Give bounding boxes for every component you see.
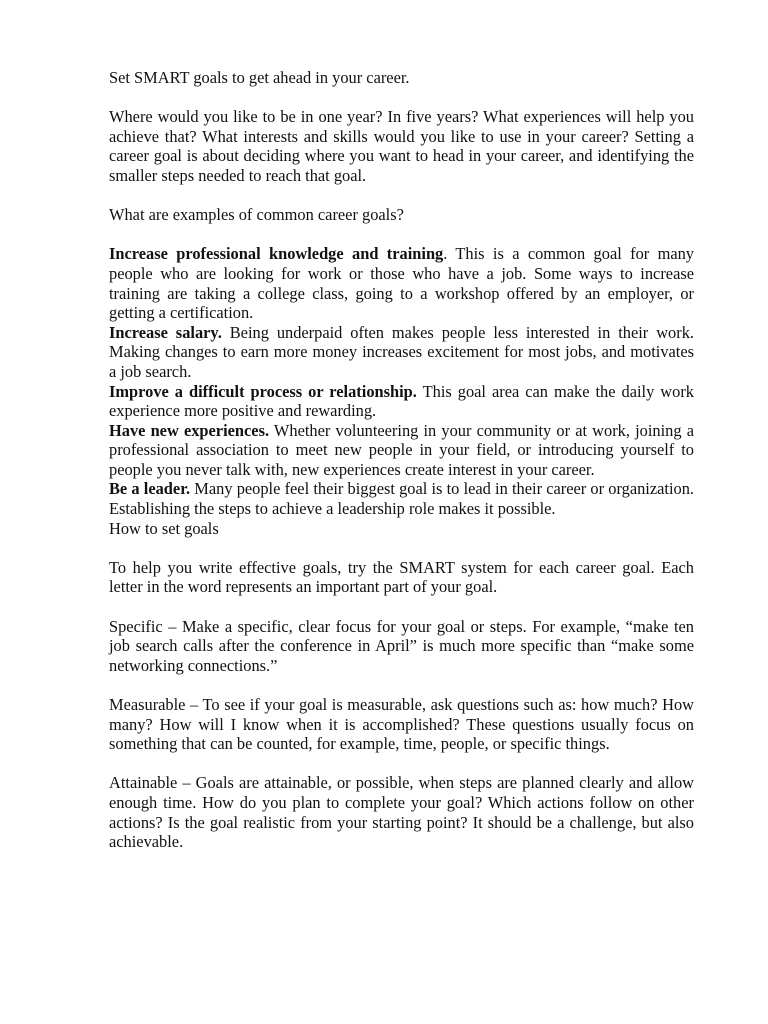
goal-title: Improve a difficult process or relationship. <box>109 381 417 401</box>
goal-item <box>109 244 694 322</box>
goal-title: Be a leader. <box>109 479 191 499</box>
document-body <box>109 68 694 852</box>
goal-item <box>109 382 694 421</box>
smart-specific-paragraph: Specific – Make a specific, clear focus for your goal or steps. For example, “make ten job search calls after the conference in April” is much more specific than “make some networking connections.” <box>109 616 694 675</box>
goal-item <box>109 421 694 480</box>
smart-measurable-paragraph: Measurable – To see if your goal is measurable, ask questions such as: how much? How many? How will I know when it is accomplished? These questions usually focus on something that can be counted, for example, time, people, or specific things. <box>109 695 694 754</box>
paragraph-gap <box>109 225 694 245</box>
goal-text: Whether volunteering in your community or at work, joining a professional association to meet new people in your field, or introducing yourself to people you never talk with, new experiences create interest in your career. <box>109 420 694 479</box>
goal-item <box>109 323 694 382</box>
goal-text: . This is a common goal for many people who are looking for work or those who have a job. Some ways to increase training are taking a college class, going to a workshop offered by an employer, or getting a certification. <box>109 244 695 323</box>
how-heading: How to set goals <box>109 518 219 538</box>
goal-item <box>109 479 694 518</box>
document-title: Set SMART goals to get ahead in your career. <box>109 68 410 87</box>
goal-text: This goal area can make the daily work experience more positive and rewarding. <box>109 381 694 421</box>
paragraph-gap <box>109 754 694 774</box>
paragraph-gap <box>109 186 694 206</box>
paragraph-gap <box>109 538 694 558</box>
goal-title: Have new experiences. <box>109 420 270 440</box>
paragraph-gap <box>109 597 694 617</box>
examples-heading: What are examples of common career goals? <box>109 205 404 225</box>
intro-paragraph: Where would you like to be in one year? In five years? What experiences will help you achieve that? What interests and skills would you like to use in your career? Setting a career goal is about deciding where you want to head in your career, and identifying the smaller steps needed to reach that goal. <box>109 107 694 185</box>
paragraph-gap <box>109 88 694 108</box>
goal-title: Increase professional knowledge and training <box>109 244 444 264</box>
goal-text: Many people feel their biggest goal is to lead in their career or organization. Establishing the steps to achieve a leadership role makes it possible. <box>109 479 694 519</box>
paragraph-gap <box>109 675 694 695</box>
smart-attainable-paragraph: Attainable – Goals are attainable, or possible, when steps are planned clearly and allow enough time. How do you plan to complete your goal? Which actions follow on other actions? Is the goal realistic from your starting point? It should be a challenge, but also achievable. <box>109 773 694 852</box>
goal-text: Being underpaid often makes people less interested in their work. Making changes to earn more money increases excitement for most jobs, and motivates a job search. <box>109 322 694 381</box>
smart-intro-paragraph: To help you write effective goals, try the SMART system for each career goal. Each letter in the word represents an important part of your goal. <box>109 557 694 597</box>
goal-title: Increase salary. <box>109 322 222 342</box>
